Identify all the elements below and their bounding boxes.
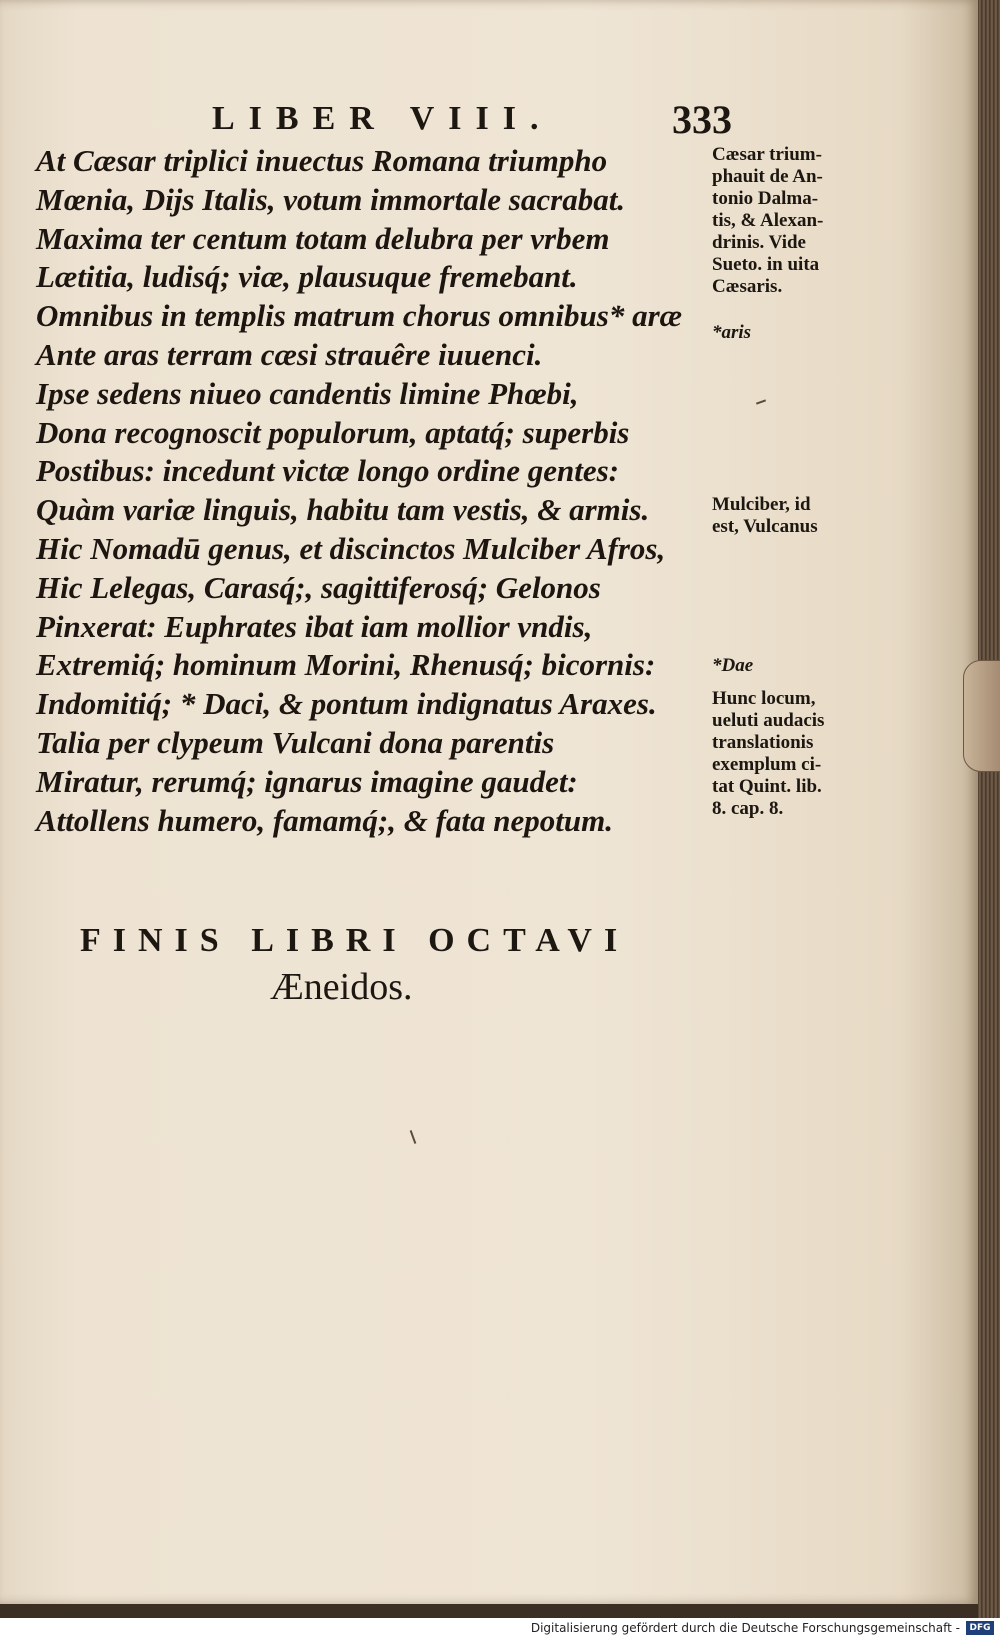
note-line: tonio Dalma- [712, 188, 819, 209]
verse-line: Dona recognoscit populorum, aptatq́; superbis [36, 414, 630, 450]
verse-line: Lætitia, ludisq́; viæ, plausuque fremebant. [36, 259, 578, 295]
verse-line: Postibus: incedunt victæ longo ordine gentes: [36, 453, 619, 489]
running-head: LIBER VIII. [212, 100, 553, 137]
verse-line: Hic Lelegas, Carasq́;, sagittiferosq́; Gelonos [36, 569, 601, 605]
page-number: 333 [672, 97, 732, 142]
note-line: Cæsaris. [712, 276, 783, 297]
page-header [200, 96, 760, 146]
note-line: phauit de An- [712, 166, 823, 187]
note-line: ueluti audacis [712, 710, 825, 731]
marginal-note-mulciber [712, 494, 882, 538]
note-line: drinis. Vide [712, 232, 806, 253]
note-line: translationis [712, 732, 814, 753]
verse-line: Attollens humero, famamq́;, & fata nepotum. [36, 802, 613, 838]
verse-line: Ante aras terram cæsi strauêre iuuenci. [36, 336, 543, 372]
colophon-finis: FINIS LIBRI OCTAVI [80, 922, 630, 959]
verse-line: Miratur, rerumq́; ignarus imagine gaudet: [36, 763, 578, 799]
note-line: *Dae [712, 655, 754, 676]
digitization-footer [0, 1618, 1000, 1640]
footer-credit: Digitalisierung gefördert durch die Deutsche Forschungsgemeinschaft - [530, 1621, 960, 1635]
verse-line: Maxima ter centum totam delubra per vrbem [36, 220, 610, 256]
marginal-note-caesar-triumph [712, 144, 882, 298]
page-edges [978, 0, 1000, 1618]
marginal-note-variant-dae [712, 655, 882, 677]
dfg-logo: DFG [966, 1621, 994, 1635]
note-line: Sueto. in uita [712, 254, 820, 275]
verse-line: Hic Nomadū genus, et discinctos Mulciber Afros, [36, 530, 666, 566]
page-tab-marker [963, 660, 1000, 772]
note-line: Mulciber, id [712, 494, 811, 515]
note-line: exemplum ci- [712, 754, 822, 775]
verse-line: At Cæsar triplici inuectus Romana triumpho [36, 143, 608, 178]
colophon-book-name: Æneidos. [270, 966, 413, 1008]
note-line: Cæsar trium- [712, 144, 822, 165]
verse-line: Indomitiq́; * Daci, & pontum indignatus Araxes. [36, 686, 657, 722]
verse-line: Ipse sedens niueo candentis limine Phœbi, [36, 375, 579, 411]
note-line: tis, & Alexan- [712, 210, 824, 231]
verse-line: Extremiq́; hominum Morini, Rhenusq́; bicornis: [36, 647, 656, 683]
verse-line: Quàm variæ linguis, habitu tam vestis, & armis. [36, 492, 650, 528]
verse-line: Omnibus in templis matrum chorus omnibus* aræ [36, 298, 683, 334]
note-line: 8. cap. 8. [712, 798, 784, 819]
note-line: tat Quint. lib. [712, 776, 822, 797]
note-line: *aris [712, 322, 752, 343]
verse-line: Mœnia, Dijs Italis, votum immortale sacrabat. [36, 181, 626, 217]
note-line: Hunc locum, [712, 688, 816, 709]
marginal-note-quintilian [712, 688, 882, 820]
marginal-note-variant-aris [712, 322, 882, 344]
verse-block [36, 142, 716, 840]
verse-line: Talia per clypeum Vulcani dona parentis [36, 724, 555, 760]
note-line: est, Vulcanus [712, 516, 818, 537]
verse-line: Pinxerat: Euphrates ibat iam mollior vndis, [36, 608, 593, 644]
